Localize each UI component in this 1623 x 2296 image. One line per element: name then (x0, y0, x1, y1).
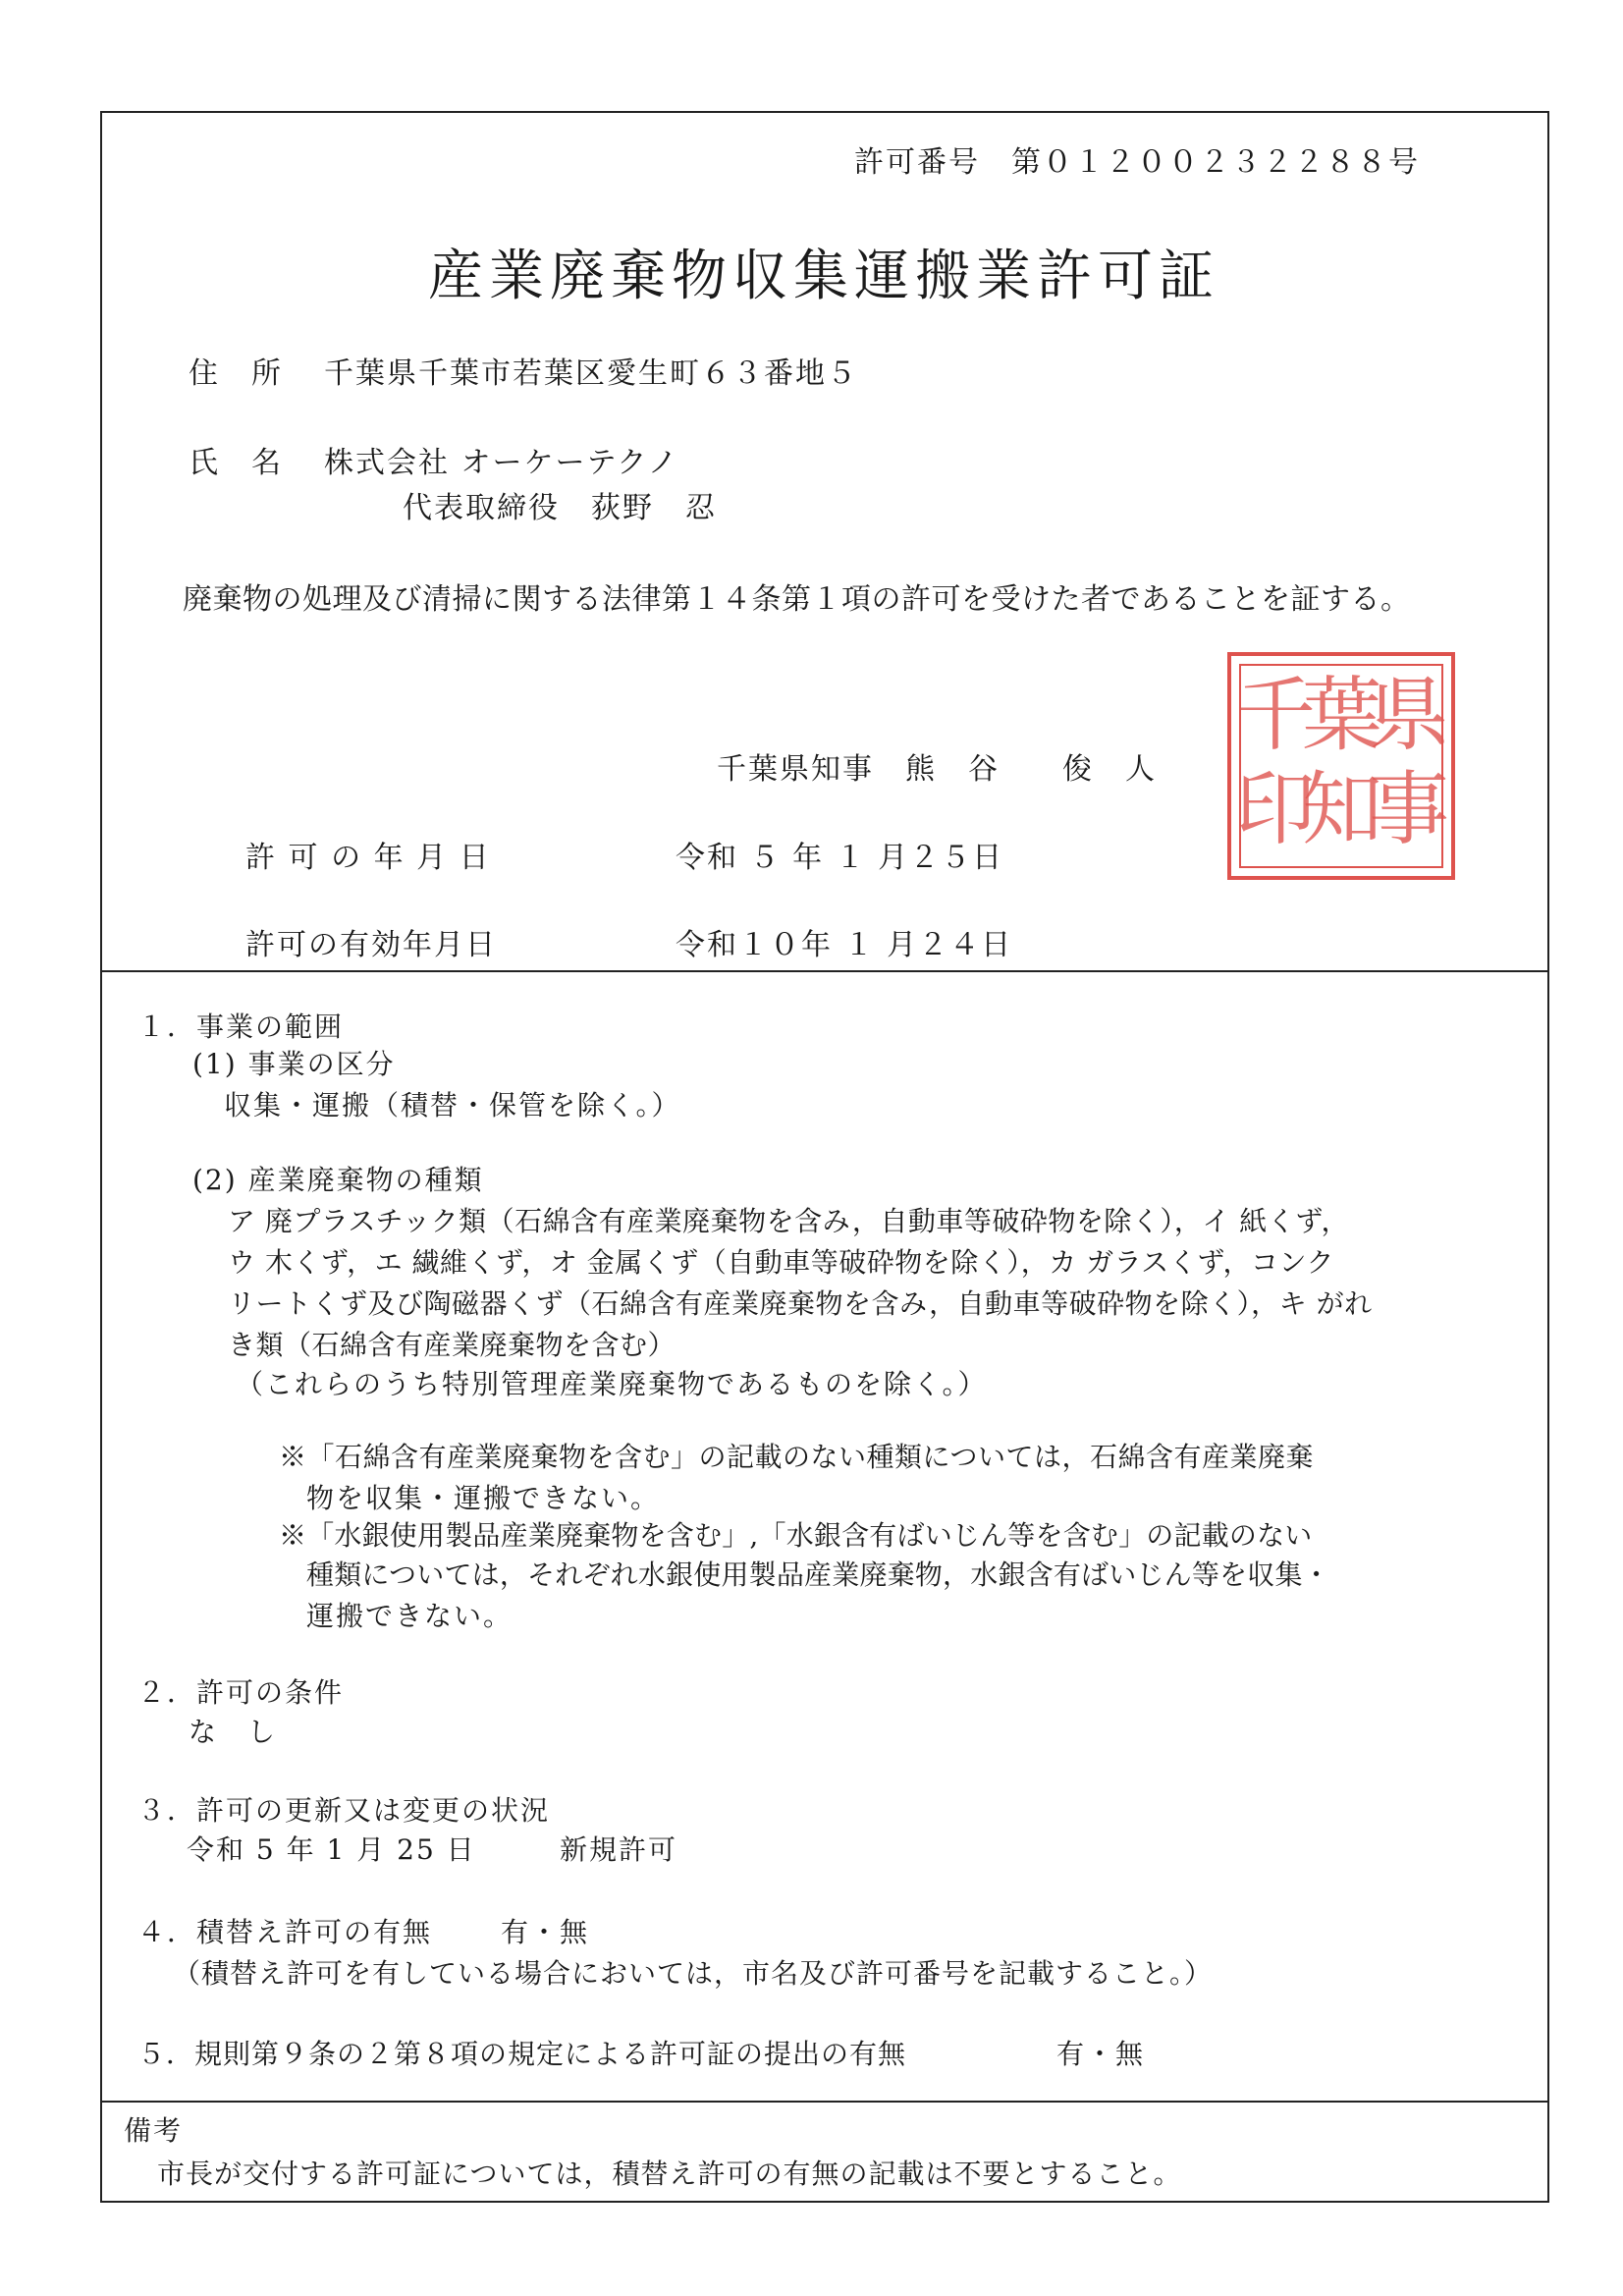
section-5-value: 有・無 (1056, 2038, 1146, 2070)
remarks-body: 市長が交付する許可証については，積替え許可の有無の記載は不要とすること。 (157, 2158, 1182, 2190)
valid-date: 令和１０年 １ 月２４日 (676, 928, 1013, 962)
remarks-title: 備考 (124, 2114, 184, 2147)
governor-name: 千葉県知事 熊 谷 俊 人 (717, 752, 1157, 787)
section-1-1-title: (1) 事業の区分 (192, 1048, 396, 1080)
section-4-title: ４．積替え許可の有無 (137, 1916, 433, 1948)
name-label: 氏 名 (189, 446, 283, 480)
address-value: 千葉県千葉市若葉区愛生町６３番地５ (324, 356, 858, 391)
waste-types-line: ウ 木くず，エ 繊維くず，オ 金属くず（自動車等破砕物を除く），カ ガラスくず，コンク (228, 1246, 1334, 1279)
seal-char: 知 (1302, 763, 1383, 856)
section-1-1-body: 収集・運搬（積替・保管を除く。） (224, 1089, 681, 1121)
note-mercury: 種類については，それぞれ水銀使用製品産業廃棄物，水銀含有ばいじん等を収集・ (306, 1558, 1330, 1591)
valid-date-label: 許可の有効年月日 (245, 928, 497, 962)
note-mercury: 運搬できない。 (306, 1600, 514, 1632)
address-label: 住 所 (189, 356, 283, 391)
section-4-value: 有・無 (501, 1916, 590, 1948)
seal-char: 印 (1235, 763, 1317, 856)
representative-name: 代表取締役 荻野 忍 (403, 491, 717, 525)
section-1-2-title: (2) 産業廃棄物の種類 (192, 1164, 484, 1196)
permit-number: 許可番号 第０１２００２３２２８８号 (854, 145, 1420, 180)
seal-char: 事 (1369, 763, 1450, 856)
seal-char: 県 (1369, 669, 1450, 762)
section-2-body: な し (189, 1716, 278, 1748)
company-name: 株式会社 オーケーテクノ (324, 446, 679, 480)
section-3-body: 新規許可 (560, 1833, 678, 1866)
section-5-title: ５．規則第９条の２第８項の規定による許可証の提出の有無 (137, 2038, 907, 2070)
seal-char: 葉 (1302, 669, 1383, 762)
waste-types-line: き類（石綿含有産業廃棄物を含む） (228, 1329, 676, 1361)
permit-date: 令和 ５ 年 １ 月２５日 (676, 841, 1004, 875)
note-asbestos: 物を収集・運搬できない。 (306, 1482, 661, 1514)
section-1-title: １．事業の範囲 (137, 1011, 345, 1043)
section-3-title: ３．許可の更新又は変更の状況 (137, 1794, 551, 1827)
note-mercury: ※「水銀使用製品産業廃棄物を含む」,「水銀含有ばいじん等を含む」の記載のない (279, 1519, 1313, 1552)
waste-types-line: リートくず及び陶磁器くず（石綿含有産業廃棄物を含み，自動車等破砕物を除く），キ がれ (228, 1287, 1373, 1320)
page-title: 産業廃棄物収集運搬業許可証 (428, 245, 1219, 308)
divider-upper (102, 970, 1547, 972)
certification-text: 廃棄物の処理及び清掃に関する法律第１４条第１項の許可を受けた者であることを証する。 (183, 582, 1411, 617)
divider-remarks (102, 2101, 1547, 2103)
seal-char: 千 (1235, 669, 1317, 762)
section-2-title: ２．許可の条件 (137, 1676, 345, 1709)
section-4-note: （積替え許可を有している場合においては，市名及び許可番号を記載すること。） (173, 1957, 1214, 1990)
note-asbestos: ※「石綿含有産業廃棄物を含む」の記載のない種類については，石綿含有産業廃棄 (279, 1441, 1314, 1473)
waste-types-line: ア 廃プラスチック類（石綿含有産業廃棄物を含み，自動車等破砕物を除く），イ 紙くず， (228, 1205, 1350, 1237)
section-3-date: 令和 5 年 1 月 25 日 (187, 1833, 476, 1866)
permit-date-label: 許 可 の 年 月 日 (245, 841, 491, 875)
governor-seal (1227, 652, 1455, 880)
waste-types-exclusion: （これらのうち特別管理産業廃棄物であるものを除く。） (236, 1368, 988, 1400)
certificate-frame (100, 111, 1549, 2203)
